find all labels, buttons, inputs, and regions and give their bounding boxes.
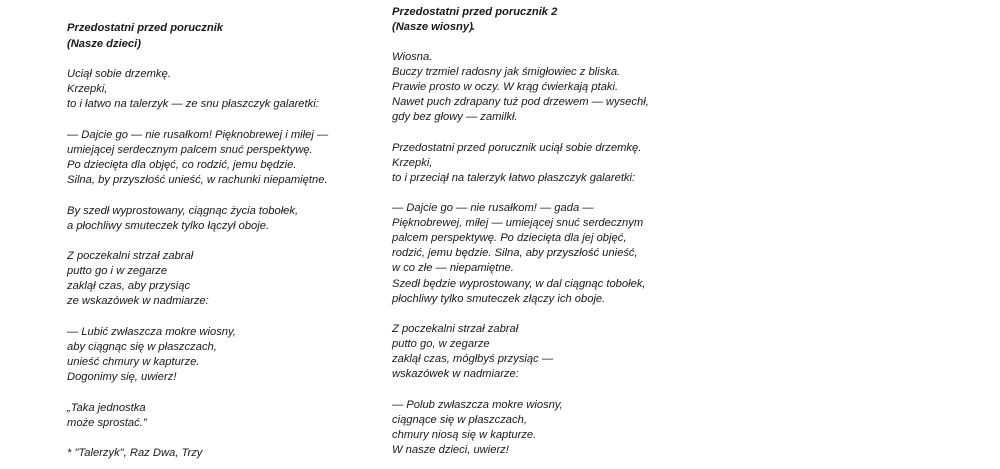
poem-line: putto go i w zegarze — [67, 265, 168, 277]
poem-line: putto go, w zegarze — [392, 338, 490, 350]
poem-line: Prawie prosto w oczy. W krąg ćwierkają ptaki. — [392, 81, 619, 93]
poem-line: „Taka jednostka — [67, 402, 146, 414]
poem-line: płochliwy tylko smuteczek złączy ich oboje. — [392, 293, 606, 305]
poem-line: zaklął czas, aby przysiąc — [67, 280, 191, 292]
poem-line: — Polub zwłaszcza mokre wiosny, — [392, 399, 563, 411]
poem-line: chmury niosą się w kapturze. — [392, 429, 537, 441]
poem-line: zaklął czas, mógłbyś przysiąc — — [392, 353, 554, 365]
poem-line: Z poczekalni strzał zabrał — [392, 323, 519, 335]
footnote: * "Talerzyk", Raz Dwa, Trzy — [67, 447, 203, 459]
poem-line: gdy bez głowy — zamilkł. — [392, 111, 518, 123]
poem-line: — Dajcie go — nie rusałkom! Pięknobrewej i miłej — — [67, 129, 329, 141]
poem-line: By szedł wyprostowany, ciągnąc życia tobołek, — [67, 205, 299, 217]
poem-line: Silna, by przyszłość unieść, w rachunki niepamiętne. — [67, 174, 328, 186]
poem-line: Nawet puch zdrapany tuż pod drzewem — wysechł, — [392, 96, 649, 108]
poem-line: to i łatwo na talerzyk — ze snu płaszczyk galaretki: — [67, 98, 319, 110]
poem-line: rodzić, jemu będzie. Silna, aby przyszłość unieść, — [392, 247, 638, 259]
right-poem-title: Przedostatni przed porucznik 2 — [392, 6, 558, 18]
poem-line: Krzepki, — [67, 83, 108, 95]
poem-line: — Dajcie go — nie rusałkom! — gada — — [392, 202, 594, 214]
poem-line: Po dziecięta dla objęć, co rodzić, jemu będzie. — [67, 159, 297, 171]
poem-line: ze wskazówek w nadmiarze: — [67, 295, 209, 307]
poem-line: Dogonimy się, uwierz! — [67, 371, 177, 383]
right-poem-subtitle: (Nasze wiosny) — [392, 21, 473, 33]
poem-line: Krzepki, — [392, 157, 433, 169]
poem-line: Z poczekalni strzał zabrał — [67, 250, 194, 262]
poem-line: W nasze dzieci, uwierz! — [392, 444, 509, 456]
poem-line: — Lubić zwłaszcza mokre wiosny, — [67, 326, 236, 338]
poem-line: to i przeciął na talerzyk łatwo płaszczyk galaretki: — [392, 172, 636, 184]
left-poem-title: Przedostatni przed porucznik — [67, 22, 224, 34]
poem-line: wskazówek w nadmiarze: — [392, 368, 519, 380]
poem-line: palcem perspektywę. Po dziecięta dla jej objęć, — [392, 232, 627, 244]
poem-line: w co złe — niepamiętne. — [392, 262, 514, 274]
poem-line: Szedł będzie wyprostowany, w dal ciągnąc tobołek, — [392, 278, 646, 290]
poem-line: Buczy trzmiel radosny jak śmigłowiec z bliska. — [392, 66, 621, 78]
poem-line: a płochliwy smuteczek tylko łączył oboje. — [67, 220, 270, 232]
poem-line: aby ciągnąc się w płaszczach, — [67, 341, 217, 353]
poem-line: Wiosna. — [392, 51, 433, 63]
left-poem-subtitle: (Nasze dzieci) — [67, 38, 141, 50]
poem-line: ciągnące się w płaszczach, — [392, 414, 527, 426]
poem-line: może sprostać.” — [67, 417, 147, 429]
poem-line: Przedostatni przed porucznik uciął sobie drzemkę. — [392, 142, 642, 154]
poem-line: Pięknobrewej, miłej — umiejącej snuć serdecznym — [392, 217, 644, 229]
poem-line: unieść chmury w kapturze. — [67, 356, 200, 368]
poem-line: Uciął sobie drzemkę. — [67, 68, 171, 80]
poem-line: umiejącej serdecznym palcem snuć perspektywę. — [67, 144, 313, 156]
